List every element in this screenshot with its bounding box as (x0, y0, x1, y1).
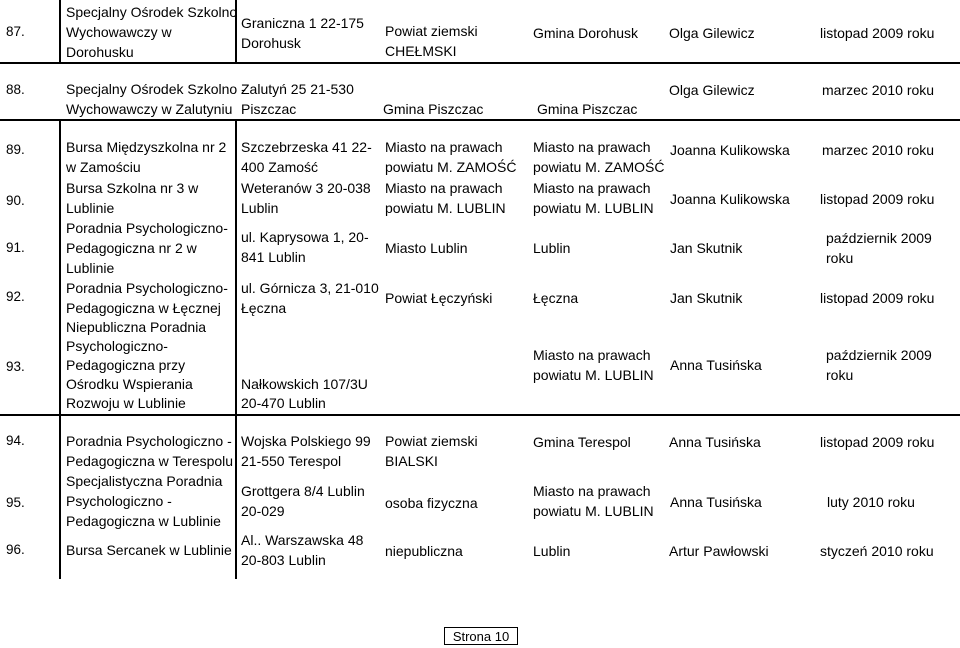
row-90-gmina-line2: powiatu M. LUBLIN (533, 200, 654, 216)
row-88-number: 88. (6, 82, 25, 97)
row-89-address-line1: Szczebrzeska 41 22- (241, 139, 372, 155)
row-89-area-line2: powiatu M. ZAMOŚĆ (385, 159, 517, 175)
row-93-name-line3: Pedagogiczna przy (66, 357, 186, 373)
row-91-number: 91. (6, 240, 25, 255)
row-92-date: listopad 2009 roku (820, 290, 935, 306)
row-94-date: listopad 2009 roku (820, 434, 935, 450)
row-87-name-line1: Specjalny Ośrodek Szkolno (66, 4, 238, 20)
row-88-gmina: Gmina Piszczac (537, 101, 638, 117)
row-92-name-line2: Pedagogiczna w Łęcznej (66, 300, 221, 316)
row-89-address-line2: 400 Zamość (241, 159, 319, 175)
row-87-number: 87. (6, 24, 25, 39)
row-94-address-line1: Wojska Polskiego 99 (241, 433, 371, 449)
row-87-area-line2: CHEŁMSKI (385, 43, 457, 59)
row-95-person: Anna Tusińska (670, 494, 762, 510)
row-88-address-line1: Zalutyń 25 21-530 (241, 81, 354, 97)
row-88-area: Gmina Piszczac (383, 101, 484, 117)
row-92-area: Powiat Łęczyński (385, 290, 493, 306)
row-94-person: Anna Tusińska (669, 434, 761, 450)
row-94-area-line2: BIALSKI (385, 453, 438, 469)
row-95-area: osoba fizyczna (385, 495, 478, 511)
row-94-area-line1: Powiat ziemski (385, 433, 478, 449)
row-94-address-line2: 21-550 Terespol (241, 453, 342, 469)
row-87-address-line1: Graniczna 1 22-175 (241, 15, 364, 31)
row-91-area: Miasto Lublin (385, 240, 468, 256)
row-93-date-line2: roku (826, 367, 854, 383)
row-88-name-line1: Specjalny Ośrodek Szkolno - (66, 81, 246, 97)
row-93-address-line2: 20-470 Lublin (241, 395, 326, 411)
row-89-person: Joanna Kulikowska (670, 142, 790, 158)
row-88-name-line2: Wychowawczy w Zalutyniu (66, 101, 233, 117)
row-91-name-line1: Poradnia Psychologiczno- (66, 220, 228, 236)
row-93-name-line5: Rozwoju w Lublinie (66, 395, 186, 411)
row-96-date: styczeń 2010 roku (820, 543, 934, 559)
row-95-name-line2: Psychologiczno - (66, 493, 172, 509)
row-93-gmina-line1: Miasto na prawach (533, 347, 651, 363)
row-89-gmina-line2: powiatu M. ZAMOŚĆ (533, 159, 665, 175)
row-87-date: listopad 2009 roku (820, 25, 935, 41)
row-95-address-line1: Grottgera 8/4 Lublin (241, 483, 365, 499)
row-92-person: Jan Skutnik (670, 290, 743, 306)
row-94-gmina: Gmina Terespol (533, 434, 631, 450)
row-89-date: marzec 2010 roku (822, 142, 935, 158)
row-96-address-line1: Al.. Warszawska 48 (241, 532, 364, 548)
row-90-number: 90. (6, 193, 25, 208)
row-87-name-line2: Wychowawczy w (66, 24, 172, 40)
row-89-name-line1: Bursa Międzyszkolna nr 2 (66, 139, 227, 155)
row-89-gmina-line1: Miasto na prawach (533, 139, 651, 155)
row-96-person: Artur Pawłowski (669, 543, 769, 559)
row-90-name-line2: Lublinie (66, 200, 115, 216)
row-89-name-line2: w Zamościu (66, 159, 141, 175)
row-92-address-line1: ul. Górnicza 3, 21-010 (241, 280, 379, 296)
row-96-number: 96. (6, 542, 25, 557)
row-90-gmina-line1: Miasto na prawach (533, 180, 651, 196)
row-91-date-line1: październik 2009 (826, 230, 932, 246)
row-90-date: listopad 2009 roku (820, 191, 935, 207)
row-93-address-line1: Nałkowskich 107/3U (241, 376, 368, 392)
row-93-name-line2: Psychologiczno- (66, 338, 168, 354)
row-90-name-line1: Bursa Szkolna nr 3 w (66, 180, 199, 196)
row-90-area-line2: powiatu M. LUBLIN (385, 200, 506, 216)
row-93-date-line1: październik 2009 (826, 347, 932, 363)
row-92-address-line2: Łęczna (241, 300, 287, 316)
row-92-gmina: Łęczna (533, 290, 579, 306)
row-94-name-line2: Pedagogiczna w Terespolu (66, 453, 234, 469)
row-91-address-line2: 841 Lublin (241, 249, 306, 265)
row-96-address-line2: 20-803 Lublin (241, 552, 326, 568)
row-90-address-line1: Weteranów 3 20-038 (241, 180, 371, 196)
row-87-gmina: Gmina Dorohusk (533, 25, 639, 41)
row-88-date: marzec 2010 roku (822, 82, 935, 98)
row-95-date: luty 2010 roku (827, 494, 915, 510)
row-94-number: 94. (6, 433, 25, 448)
row-91-name-line3: Lublinie (66, 260, 115, 276)
row-90-person: Joanna Kulikowska (670, 191, 790, 207)
row-89-number: 89. (6, 142, 25, 157)
page-number: Strona 10 (444, 627, 518, 645)
row-93-name-line1: Niepubliczna Poradnia (66, 319, 207, 335)
row-96-gmina: Lublin (533, 543, 571, 559)
row-92-name-line1: Poradnia Psychologiczno- (66, 280, 228, 296)
row-94-name-line1: Poradnia Psychologiczno - (66, 433, 232, 449)
row-96-area: niepubliczna (385, 543, 463, 559)
row-96-name: Bursa Sercanek w Lublinie (66, 542, 232, 558)
row-88-person: Olga Gilewicz (669, 82, 755, 98)
row-91-person: Jan Skutnik (670, 240, 743, 256)
row-91-address-line1: ul. Kaprysowa 1, 20- (241, 229, 369, 245)
row-87-person: Olga Gilewicz (669, 25, 755, 41)
row-90-area-line1: Miasto na prawach (385, 180, 503, 196)
row-92-number: 92. (6, 289, 25, 304)
row-93-gmina-line2: powiatu M. LUBLIN (533, 367, 654, 383)
row-95-gmina-line2: powiatu M. LUBLIN (533, 503, 654, 519)
row-93-name-line4: Ośrodku Wspierania (66, 376, 193, 392)
row-91-gmina: Lublin (533, 240, 571, 256)
row-88-address-line2: Piszczac (241, 101, 297, 117)
row-91-date-line2: roku (826, 250, 854, 266)
row-95-name-line3: Pedagogiczna w Lublinie (66, 513, 221, 529)
row-87-area-line1: Powiat ziemski (385, 23, 478, 39)
row-95-name-line1: Specjalistyczna Poradnia (66, 473, 223, 489)
row-87-address-line2: Dorohusk (241, 35, 301, 51)
row-87-name-line3: Dorohusku (66, 44, 134, 60)
row-93-person: Anna Tusińska (670, 357, 762, 373)
row-95-address-line2: 20-029 (241, 503, 285, 519)
row-90-address-line2: Lublin (241, 200, 279, 216)
row-95-gmina-line1: Miasto na prawach (533, 483, 651, 499)
row-95-number: 95. (6, 495, 25, 510)
row-93-number: 93. (6, 359, 25, 374)
row-91-name-line2: Pedagogiczna nr 2 w (66, 240, 197, 256)
row-89-area-line1: Miasto na prawach (385, 139, 503, 155)
